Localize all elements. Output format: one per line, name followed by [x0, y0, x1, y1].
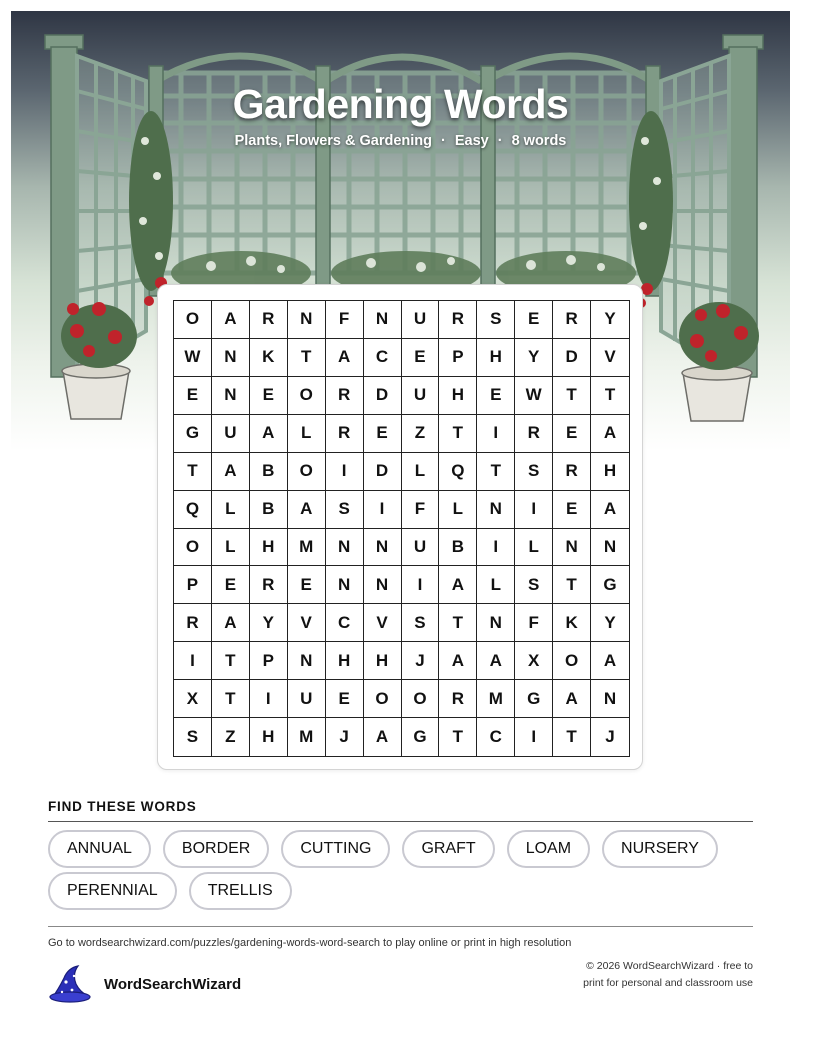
grid-cell[interactable]: R [326, 377, 364, 415]
grid-cell[interactable]: E [364, 415, 402, 453]
grid-cell[interactable]: S [515, 453, 553, 491]
grid-cell[interactable]: I [174, 642, 212, 680]
grid-cell[interactable]: A [591, 491, 629, 529]
grid-cell[interactable]: B [250, 491, 288, 529]
letter-grid-card [157, 284, 643, 770]
grid-cell[interactable]: T [553, 377, 591, 415]
grid-cell[interactable]: T [439, 604, 477, 642]
brand-name: WordSearchWizard [104, 975, 242, 993]
grid-cell[interactable]: K [553, 604, 591, 642]
grid-cell[interactable]: B [439, 529, 477, 567]
grid-cell[interactable]: A [212, 301, 250, 339]
grid-cell[interactable]: A [288, 491, 326, 529]
grid-cell[interactable]: R [250, 301, 288, 339]
grid-cell[interactable]: T [553, 566, 591, 604]
grid-cell[interactable]: X [515, 642, 553, 680]
grid-cell[interactable]: A [553, 680, 591, 718]
grid-cell[interactable]: N [212, 377, 250, 415]
grid-cell[interactable]: H [364, 642, 402, 680]
grid-cell[interactable]: X [174, 680, 212, 718]
grid-cell[interactable]: E [515, 301, 553, 339]
grid-cell[interactable]: R [515, 415, 553, 453]
grid-cell[interactable]: A [439, 566, 477, 604]
grid-cell[interactable]: F [402, 491, 440, 529]
grid-cell[interactable]: Y [250, 604, 288, 642]
grid-cell[interactable]: O [402, 680, 440, 718]
grid-cell[interactable]: R [174, 604, 212, 642]
grid-cell[interactable]: N [364, 529, 402, 567]
grid-cell[interactable]: Y [591, 301, 629, 339]
grid-cell[interactable]: N [288, 301, 326, 339]
grid-cell[interactable]: N [364, 301, 402, 339]
grid-cell[interactable]: H [439, 377, 477, 415]
grid-cell[interactable]: A [326, 339, 364, 377]
grid-cell[interactable]: T [174, 453, 212, 491]
grid-cell[interactable]: N [477, 491, 515, 529]
grid-cell[interactable]: B [250, 453, 288, 491]
grid-cell[interactable]: C [326, 604, 364, 642]
grid-cell[interactable]: U [402, 529, 440, 567]
grid-cell[interactable]: V [591, 339, 629, 377]
grid-cell[interactable]: J [402, 642, 440, 680]
grid-cell[interactable]: T [212, 680, 250, 718]
grid-cell[interactable]: R [439, 680, 477, 718]
grid-cell[interactable]: E [250, 377, 288, 415]
grid-cell[interactable]: N [212, 339, 250, 377]
grid-cell[interactable]: A [364, 718, 402, 756]
grid-cell[interactable]: S [402, 604, 440, 642]
puzzle-title: Gardening Words [232, 81, 569, 127]
grid-cell[interactable]: I [515, 491, 553, 529]
word-pill-graft: GRAFT [402, 830, 494, 868]
play-online-link[interactable]: Go to wordsearchwizard.com/puzzles/gardening-words-word-search to play online or print in high resolution [48, 937, 572, 949]
grid-cell[interactable]: C [477, 718, 515, 756]
grid-cell[interactable]: N [364, 566, 402, 604]
grid-cell[interactable]: G [402, 718, 440, 756]
grid-cell[interactable]: Z [212, 718, 250, 756]
grid-cell[interactable]: S [515, 566, 553, 604]
grid-cell[interactable]: H [250, 718, 288, 756]
grid-cell[interactable]: P [174, 566, 212, 604]
grid-cell[interactable]: D [364, 377, 402, 415]
grid-cell[interactable]: O [553, 642, 591, 680]
separator-dot: · [497, 133, 503, 149]
grid-cell[interactable]: R [439, 301, 477, 339]
grid-cell[interactable]: T [553, 718, 591, 756]
grid-cell[interactable]: R [553, 453, 591, 491]
word-pill-nursery: NURSERY [602, 830, 718, 868]
grid-cell[interactable]: U [288, 680, 326, 718]
puzzle-difficulty: Easy [454, 133, 489, 149]
grid-cell[interactable]: E [402, 339, 440, 377]
letter-grid [173, 300, 630, 757]
word-pill-loam: LOAM [507, 830, 590, 868]
grid-cell[interactable]: N [326, 566, 364, 604]
grid-cell[interactable]: S [477, 301, 515, 339]
grid-cell[interactable]: D [553, 339, 591, 377]
grid-cell[interactable]: T [288, 339, 326, 377]
word-list [48, 830, 753, 910]
grid-cell[interactable]: M [477, 680, 515, 718]
grid-cell[interactable]: I [477, 415, 515, 453]
puzzle-subtitle [11, 133, 790, 149]
grid-cell[interactable]: T [439, 415, 477, 453]
grid-cell[interactable]: N [591, 680, 629, 718]
grid-cell[interactable]: L [439, 491, 477, 529]
grid-cell[interactable]: N [553, 529, 591, 567]
grid-cell[interactable]: W [174, 339, 212, 377]
grid-cell[interactable]: N [326, 529, 364, 567]
grid-cell[interactable]: J [326, 718, 364, 756]
grid-cell[interactable]: A [212, 453, 250, 491]
grid-cell[interactable]: A [439, 642, 477, 680]
grid-cell[interactable]: V [288, 604, 326, 642]
grid-cell[interactable]: I [250, 680, 288, 718]
grid-cell[interactable]: A [212, 604, 250, 642]
word-pill-trellis: TRELLIS [189, 872, 292, 910]
grid-cell[interactable]: I [326, 453, 364, 491]
grid-cell[interactable]: A [591, 642, 629, 680]
divider [48, 926, 753, 927]
grid-cell[interactable]: A [591, 415, 629, 453]
grid-cell[interactable]: U [212, 415, 250, 453]
grid-cell[interactable]: N [591, 529, 629, 567]
word-pill-perennial: PERENNIAL [48, 872, 177, 910]
grid-cell[interactable]: H [250, 529, 288, 567]
grid-cell[interactable]: S [174, 718, 212, 756]
grid-cell[interactable]: L [288, 415, 326, 453]
grid-cell[interactable]: L [515, 529, 553, 567]
grid-cell[interactable]: T [212, 642, 250, 680]
grid-cell[interactable]: M [288, 529, 326, 567]
wizard-hat-icon [48, 964, 92, 1004]
grid-cell[interactable]: P [439, 339, 477, 377]
grid-cell[interactable]: Y [515, 339, 553, 377]
word-list-heading: FIND THESE WORDS [48, 799, 197, 814]
grid-cell[interactable]: O [288, 453, 326, 491]
grid-cell[interactable]: T [439, 718, 477, 756]
grid-cell[interactable]: U [402, 377, 440, 415]
grid-cell[interactable]: L [212, 529, 250, 567]
grid-cell[interactable]: N [288, 642, 326, 680]
word-pill-border: BORDER [163, 830, 269, 868]
grid-cell[interactable]: A [250, 415, 288, 453]
grid-cell[interactable]: O [364, 680, 402, 718]
grid-cell[interactable]: E [288, 566, 326, 604]
word-pill-annual: ANNUAL [48, 830, 151, 868]
grid-cell[interactable]: K [250, 339, 288, 377]
grid-cell[interactable]: V [364, 604, 402, 642]
grid-cell[interactable]: R [553, 301, 591, 339]
word-pill-cutting: CUTTING [281, 830, 390, 868]
grid-cell[interactable]: L [477, 566, 515, 604]
grid-cell[interactable]: R [326, 415, 364, 453]
grid-cell[interactable]: S [326, 491, 364, 529]
grid-cell[interactable]: E [326, 680, 364, 718]
grid-cell[interactable]: E [477, 377, 515, 415]
grid-cell[interactable]: Q [439, 453, 477, 491]
grid-cell[interactable]: F [515, 604, 553, 642]
grid-cell[interactable]: Y [591, 604, 629, 642]
grid-cell[interactable]: H [477, 339, 515, 377]
grid-cell[interactable]: W [515, 377, 553, 415]
grid-cell[interactable]: E [174, 377, 212, 415]
grid-cell[interactable]: F [326, 301, 364, 339]
grid-cell[interactable]: T [591, 377, 629, 415]
grid-cell[interactable]: N [477, 604, 515, 642]
grid-cell[interactable]: G [515, 680, 553, 718]
grid-cell[interactable]: A [477, 642, 515, 680]
grid-cell[interactable]: E [212, 566, 250, 604]
grid-cell[interactable]: I [477, 529, 515, 567]
grid-cell[interactable]: H [591, 453, 629, 491]
grid-cell[interactable]: M [288, 718, 326, 756]
grid-cell[interactable]: G [591, 566, 629, 604]
grid-cell[interactable]: D [364, 453, 402, 491]
grid-cell[interactable]: O [174, 529, 212, 567]
grid-cell[interactable]: O [174, 301, 212, 339]
grid-cell[interactable]: I [402, 566, 440, 604]
grid-cell[interactable]: Q [174, 491, 212, 529]
grid-cell[interactable]: E [553, 491, 591, 529]
grid-cell[interactable]: T [477, 453, 515, 491]
grid-cell[interactable]: L [212, 491, 250, 529]
copyright-notice: © 2026 WordSearchWizard · free to print for personal and classroom use [583, 960, 753, 989]
grid-cell[interactable]: O [288, 377, 326, 415]
grid-cell[interactable]: P [250, 642, 288, 680]
grid-cell[interactable]: G [174, 415, 212, 453]
grid-cell[interactable]: J [605, 727, 615, 747]
grid-cell[interactable]: H [326, 642, 364, 680]
separator-dot: · [441, 133, 446, 149]
grid-cell[interactable]: E [553, 415, 591, 453]
brand [48, 964, 241, 1004]
divider [48, 821, 753, 822]
grid-cell[interactable]: I [364, 491, 402, 529]
puzzle-word-count: 8 words [511, 133, 567, 149]
grid-cell[interactable]: L [402, 453, 440, 491]
grid-cell[interactable]: R [250, 566, 288, 604]
grid-cell[interactable]: Z [402, 415, 440, 453]
grid-cell[interactable]: C [364, 339, 402, 377]
grid-cell[interactable]: I [515, 718, 553, 756]
grid-cell[interactable]: U [402, 301, 440, 339]
puzzle-category: Plants, Flowers & Gardening [234, 133, 433, 149]
